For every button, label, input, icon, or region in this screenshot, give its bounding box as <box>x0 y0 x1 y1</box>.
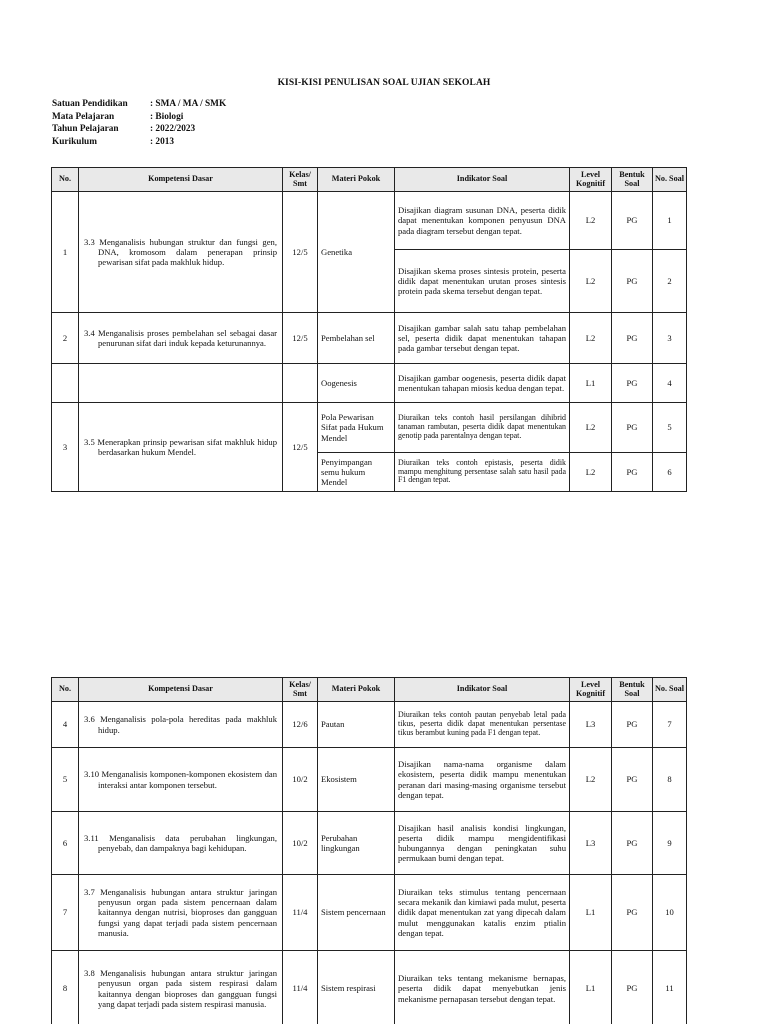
cell-no-soal: 11 <box>653 951 687 1024</box>
cell-materi-pokok: Genetika <box>318 192 395 313</box>
cell-level: L2 <box>570 453 612 492</box>
cell-no-empty <box>52 364 79 403</box>
cell-kompetensi-dasar <box>79 403 283 492</box>
cell-bentuk: PG <box>612 403 653 453</box>
meta-key: Tahun Pelajaran <box>52 124 119 135</box>
meta-value: : SMA / MA / SMK <box>150 99 227 110</box>
kisi-table-1 <box>51 167 687 492</box>
cell-kelas: 12/5 <box>283 192 318 313</box>
header-kelas: Kelas/ Smt <box>283 678 318 702</box>
cell-bentuk: PG <box>612 453 653 492</box>
cell-no: 3 <box>52 403 79 492</box>
header-no: No. <box>52 168 79 192</box>
cell-bentuk: PG <box>612 192 653 250</box>
cell-indikator: Disajikan nama-nama organisme dalam ekosistem, peserta didik mampu menentukan peranan dari masing-masing organisme tersebut dengan tepat. <box>395 748 570 812</box>
kd-text: 3.4 Menganalisis proses pembelahan sel sebagai dasar penurunan sifat dari induk kepada keturunannya. <box>84 327 277 348</box>
cell-kompetensi-dasar <box>79 875 283 951</box>
cell-bentuk: PG <box>612 364 653 403</box>
meta-value: : 2013 <box>150 137 175 148</box>
header-indikator-soal: Indikator Soal <box>395 678 570 702</box>
cell-kelas: 10/2 <box>283 812 318 875</box>
cell-kompetensi-dasar <box>79 702 283 748</box>
cell-no: 1 <box>52 192 79 313</box>
kd-text: 3.6 Menganalisis pola-pola hereditas pada makhluk hidup. <box>84 714 277 735</box>
cell-no: 5 <box>52 748 79 812</box>
kd-text: 3.11 Menganalisis data perubahan lingkungan, penyebab, dan dampaknya bagi kehidupan. <box>84 832 277 853</box>
cell-bentuk: PG <box>612 875 653 951</box>
header-kompetensi-dasar: Kompetensi Dasar <box>79 168 283 192</box>
cell-bentuk: PG <box>612 702 653 748</box>
kd-text: 3.10 Menganalisis komponen-komponen ekosistem dan interaksi antar komponen tersebut. <box>84 769 277 790</box>
cell-kelas: 12/5 <box>283 313 318 364</box>
cell-bentuk: PG <box>612 951 653 1024</box>
cell-level: L1 <box>570 951 612 1024</box>
header-indikator-soal: Indikator Soal <box>395 168 570 192</box>
cell-indikator: Diuraikan teks stimulus tentang pencernaan secara mekanik dan kimiawi pada mulut, peserta didik dapat menentukan zat yang dipecah dalam mulut menggunakan katalis enzim ptialin dengan tepat. <box>395 875 570 951</box>
cell-no: 7 <box>52 875 79 951</box>
header-no-soal: No. Soal <box>653 678 687 702</box>
header-bentuk-soal: Bentuk Soal <box>612 678 653 702</box>
header-kompetensi-dasar: Kompetensi Dasar <box>79 678 283 702</box>
kd-text: 3.7 Menganalisis hubungan antara struktur jaringan penyusun organ pada sistem pencernaan dalam kaitannya dengan nutrisi, bioproses dan gangguan fungsi yang dapat terjadi pada sistem pencernaan manusia. <box>84 887 277 938</box>
cell-indikator: Disajikan hasil analisis kondisi lingkungan, peserta didik mampu mengidentifikasi hubungannya dengan peningkatan suhu permukaan bumi dengan tepat. <box>395 812 570 875</box>
table-row <box>52 313 687 364</box>
cell-no-soal: 8 <box>653 748 687 812</box>
cell-kompetensi-dasar <box>79 951 283 1024</box>
kisi-table-2 <box>51 677 687 1024</box>
cell-indikator: Disajikan gambar salah satu tahap pembelahan sel, peserta didik dapat menentukan tahapan pada gambar tersebut dengan tepat. <box>395 313 570 364</box>
cell-no: 8 <box>52 951 79 1024</box>
meta-key: Mata Pelajaran <box>52 111 115 122</box>
meta-row <box>52 123 226 136</box>
cell-level: L1 <box>570 875 612 951</box>
header-materi-pokok: Materi Pokok <box>318 678 395 702</box>
cell-no-soal: 5 <box>653 403 687 453</box>
table-row <box>52 403 687 453</box>
cell-level: L3 <box>570 702 612 748</box>
document-meta <box>52 98 226 148</box>
table-header-row <box>52 678 687 702</box>
cell-no: 4 <box>52 702 79 748</box>
meta-key: Satuan Pendidikan <box>52 99 128 110</box>
cell-kelas-empty <box>283 364 318 403</box>
table-row <box>52 364 687 403</box>
cell-no: 6 <box>52 812 79 875</box>
meta-row <box>52 98 226 111</box>
header-no-soal: No. Soal <box>653 168 687 192</box>
table-row <box>52 951 687 1024</box>
cell-kompetensi-dasar <box>79 192 283 313</box>
cell-kelas: 11/4 <box>283 951 318 1024</box>
cell-kompetensi-dasar <box>79 748 283 812</box>
cell-kelas: 12/6 <box>283 702 318 748</box>
cell-kelas: 11/4 <box>283 875 318 951</box>
cell-materi-pokok: Sistem respirasi <box>318 951 395 1024</box>
header-no: No. <box>52 678 79 702</box>
cell-kelas: 12/5 <box>283 403 318 492</box>
meta-row <box>52 111 226 124</box>
cell-kompetensi-dasar-empty <box>79 364 283 403</box>
meta-value: : 2022/2023 <box>150 124 196 135</box>
cell-no-soal: 3 <box>653 313 687 364</box>
cell-indikator: Diuraikan teks contoh hasil persilangan dihibrid tanaman rambutan, peserta didik dapat menentukan genotip pada parentalnya dengan tepat. <box>395 403 570 453</box>
cell-level: L2 <box>570 192 612 250</box>
cell-bentuk: PG <box>612 748 653 812</box>
cell-materi-pokok: Pembelahan sel <box>318 313 395 364</box>
cell-materi-pokok: Sistem pencernaan <box>318 875 395 951</box>
document-title: KISI-KISI PENULISAN SOAL UJIAN SEKOLAH <box>277 78 491 88</box>
header-kelas: Kelas/ Smt <box>283 168 318 192</box>
cell-kelas: 10/2 <box>283 748 318 812</box>
cell-materi-pokok: Pautan <box>318 702 395 748</box>
cell-materi-pokok: Perubahan lingkungan <box>318 812 395 875</box>
cell-materi-pokok: Oogenesis <box>318 364 395 403</box>
cell-no-soal: 1 <box>653 192 687 250</box>
meta-key: Kurikulum <box>52 137 97 148</box>
cell-level: L1 <box>570 364 612 403</box>
header-bentuk-soal: Bentuk Soal <box>612 168 653 192</box>
cell-kompetensi-dasar <box>79 812 283 875</box>
cell-no-soal: 6 <box>653 453 687 492</box>
cell-indikator: Disajikan skema proses sintesis protein, peserta didik dapat menentukan urutan proses sintesis protein pada skema tersebut dengan tepat. <box>395 250 570 313</box>
cell-level: L2 <box>570 313 612 364</box>
cell-no-soal: 10 <box>653 875 687 951</box>
meta-row <box>52 136 226 149</box>
table-row <box>52 192 687 250</box>
table-row <box>52 748 687 812</box>
cell-level: L2 <box>570 250 612 313</box>
cell-indikator: Disajikan diagram susunan DNA, peserta didik dapat menentukan komponen penyusun DNA pada diagram tersebut dengan tepat. <box>395 192 570 250</box>
kd-text: 3.5 Menerapkan prinsip pewarisan sifat makhluk hidup berdasarkan hukum Mendel. <box>84 436 277 457</box>
cell-bentuk: PG <box>612 313 653 364</box>
meta-value: : Biologi <box>150 111 184 122</box>
header-materi-pokok: Materi Pokok <box>318 168 395 192</box>
kd-text: 3.8 Menganalisis hubungan antara struktur jaringan penyusun organ pada sistem respirasi dalam kaitannya dengan bioproses dan gangguan fungsi yang dapat terjadi pada sistem respirasi manusia. <box>84 968 277 1009</box>
header-level-kognitif: Level Kognitif <box>570 168 612 192</box>
cell-indikator: Diuraikan teks contoh epistasis, peserta didik mampu menghitung persentase salah satu hasil pada F1 dengan tepat. <box>395 453 570 492</box>
cell-level: L3 <box>570 812 612 875</box>
table-row <box>52 812 687 875</box>
table-header-row <box>52 168 687 192</box>
cell-no: 2 <box>52 313 79 364</box>
cell-no-soal: 2 <box>653 250 687 313</box>
cell-materi-pokok: Penyimpangan semu hukum Mendel <box>318 453 395 492</box>
cell-no-soal: 9 <box>653 812 687 875</box>
cell-level: L2 <box>570 748 612 812</box>
cell-no-soal: 7 <box>653 702 687 748</box>
cell-bentuk: PG <box>612 812 653 875</box>
cell-indikator: Diuraikan teks tentang mekanisme bernapas, peserta didik dapat menyebutkan jenis mekanisme pernapasan tersebut dengan tepat. <box>395 951 570 1024</box>
cell-bentuk: PG <box>612 250 653 313</box>
cell-indikator: Diuraikan teks contoh pautan penyebab letal pada tikus, peserta didik dapat menentukan persentase tikus berambut kuning pada F1 dengan tepat. <box>395 702 570 748</box>
cell-materi-pokok: Pola Pewarisan Sifat pada Hukum Mendel <box>318 403 395 453</box>
cell-indikator: Disajikan gambar oogenesis, peserta didik dapat menentukan tahapan miosis kedua dengan tepat. <box>395 364 570 403</box>
header-level-kognitif: Level Kognitif <box>570 678 612 702</box>
kd-text: 3.3 Menganalisis hubungan struktur dan fungsi gen, DNA, kromosom dalam penerapan prinsip pewarisan sifat pada makhluk hidup. <box>84 236 277 268</box>
table-row <box>52 702 687 748</box>
table-row <box>52 875 687 951</box>
cell-level: L2 <box>570 403 612 453</box>
cell-materi-pokok: Ekosistem <box>318 748 395 812</box>
cell-kompetensi-dasar <box>79 313 283 364</box>
cell-no-soal: 4 <box>653 364 687 403</box>
